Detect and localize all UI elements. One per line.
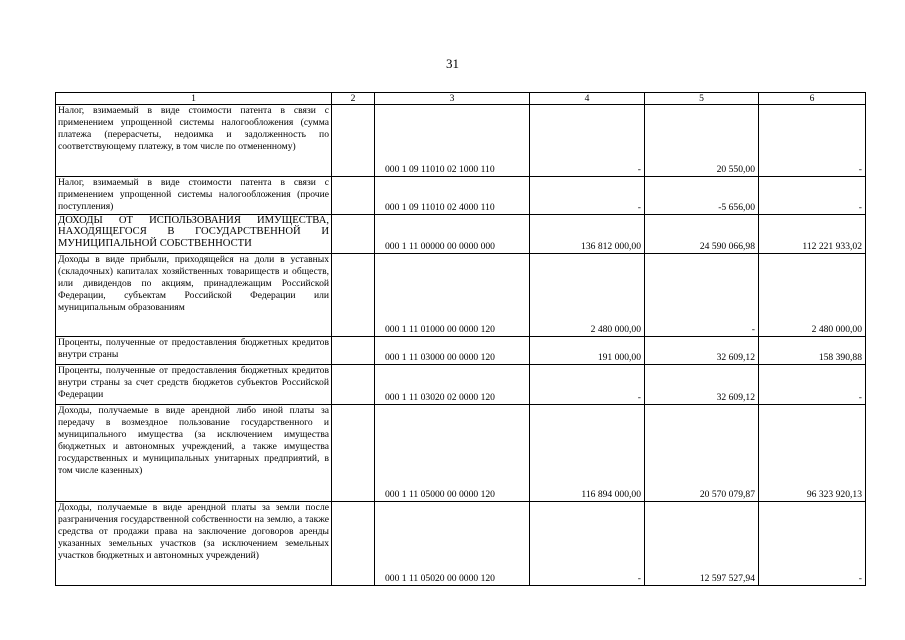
empty-cell bbox=[332, 365, 375, 405]
column-header-1: 1 bbox=[56, 93, 332, 105]
table-row bbox=[56, 405, 866, 502]
value-cell-col4: - bbox=[530, 365, 645, 405]
value-cell-col5: 12 597 527,94 bbox=[645, 502, 759, 586]
empty-cell bbox=[332, 502, 375, 586]
value-cell-col5: - bbox=[645, 254, 759, 337]
column-header-4: 4 bbox=[530, 93, 645, 105]
classification-code-cell: 000 1 11 00000 00 0000 000 bbox=[375, 215, 530, 254]
value-cell-col5: 32 609,12 bbox=[645, 365, 759, 405]
value-cell-col4: 136 812 000,00 bbox=[530, 215, 645, 254]
table-row bbox=[56, 215, 866, 254]
income-name-cell: Доходы, получаемые в виде арендной платы за земли после разграничения государственной собственности на землю, а также средства от продажи права на заключение договоров аренды указанных земельных участков (за исключением земельных участков бюджетных и автономных учреждений) bbox=[56, 502, 332, 586]
value-cell-col6: - bbox=[759, 105, 866, 177]
header-row bbox=[56, 93, 866, 105]
classification-code-cell: 000 1 09 11010 02 1000 110 bbox=[375, 105, 530, 177]
value-cell-col5: 20 570 079,87 bbox=[645, 405, 759, 502]
value-cell-col5: 20 550,00 bbox=[645, 105, 759, 177]
value-cell-col4: 191 000,00 bbox=[530, 337, 645, 365]
empty-cell bbox=[332, 254, 375, 337]
empty-cell bbox=[332, 337, 375, 365]
income-name-cell: Проценты, полученные от предоставления бюджетных кредитов внутри страны bbox=[56, 337, 332, 365]
income-name-cell: Налог, взимаемый в виде стоимости патента в связи с применением упрощенной системы налогообложения (прочие поступления) bbox=[56, 177, 332, 215]
table-row bbox=[56, 254, 866, 337]
value-cell-col4: 116 894 000,00 bbox=[530, 405, 645, 502]
value-cell-col6: - bbox=[759, 365, 866, 405]
column-header-3: 3 bbox=[375, 93, 530, 105]
classification-code-cell: 000 1 11 01000 00 0000 120 bbox=[375, 254, 530, 337]
column-header-6: 6 bbox=[759, 93, 866, 105]
classification-code-cell: 000 1 09 11010 02 4000 110 bbox=[375, 177, 530, 215]
value-cell-col6: 158 390,88 bbox=[759, 337, 866, 365]
value-cell-col5: 24 590 066,98 bbox=[645, 215, 759, 254]
table-row bbox=[56, 502, 866, 586]
budget-income-table bbox=[55, 92, 866, 586]
value-cell-col6: 2 480 000,00 bbox=[759, 254, 866, 337]
empty-cell bbox=[332, 177, 375, 215]
column-header-2: 2 bbox=[332, 93, 375, 105]
classification-code-cell: 000 1 11 03020 02 0000 120 bbox=[375, 365, 530, 405]
value-cell-col4: - bbox=[530, 105, 645, 177]
table-row bbox=[56, 177, 866, 215]
value-cell-col6: 96 323 920,13 bbox=[759, 405, 866, 502]
empty-cell bbox=[332, 215, 375, 254]
income-name-cell: Налог, взимаемый в виде стоимости патента в связи с применением упрощенной системы налогообложения (сумма платежа (перерасчеты, недоимка и задолженность по соответствующему платежу, в том числе по отмененному) bbox=[56, 105, 332, 177]
value-cell-col6: - bbox=[759, 177, 866, 215]
classification-code-cell: 000 1 11 03000 00 0000 120 bbox=[375, 337, 530, 365]
column-header-5: 5 bbox=[645, 93, 759, 105]
value-cell-col5: 32 609,12 bbox=[645, 337, 759, 365]
table-row bbox=[56, 337, 866, 365]
value-cell-col4: - bbox=[530, 502, 645, 586]
page-number: 31 bbox=[446, 56, 459, 71]
empty-cell bbox=[332, 105, 375, 177]
empty-cell bbox=[332, 405, 375, 502]
income-name-cell: ДОХОДЫ ОТ ИСПОЛЬЗОВАНИЯ ИМУЩЕСТВА, НАХОДЯЩЕГОСЯ В ГОСУДАРСТВЕННОЙ И МУНИЦИПАЛЬНОЙ СОБСТВЕННОСТИ bbox=[56, 215, 332, 254]
value-cell-col5: -5 656,00 bbox=[645, 177, 759, 215]
value-cell-col6: 112 221 933,02 bbox=[759, 215, 866, 254]
income-name-cell: Доходы в виде прибыли, приходящейся на доли в уставных (складочных) капиталах хозяйственных товариществ и обществ, или дивидендов по акциям, принадлежащим Российской Федерации, субъектам Российской Федерации или муниципальным образованиям bbox=[56, 254, 332, 337]
value-cell-col6: - bbox=[759, 502, 866, 586]
classification-code-cell: 000 1 11 05020 00 0000 120 bbox=[375, 502, 530, 586]
income-name-cell: Доходы, получаемые в виде арендной либо иной платы за передачу в возмездное пользование государственного и муниципального имущества (за исключением имущества бюджетных и автономных учреждений, а также имущества государственных и муниципальных унитарных предприятий, в том числе казенных) bbox=[56, 405, 332, 502]
classification-code-cell: 000 1 11 05000 00 0000 120 bbox=[375, 405, 530, 502]
value-cell-col4: - bbox=[530, 177, 645, 215]
table-row bbox=[56, 365, 866, 405]
income-name-cell: Проценты, полученные от предоставления бюджетных кредитов внутри страны за счет средств бюджетов субъектов Российской Федерации bbox=[56, 365, 332, 405]
table-row bbox=[56, 105, 866, 177]
value-cell-col4: 2 480 000,00 bbox=[530, 254, 645, 337]
